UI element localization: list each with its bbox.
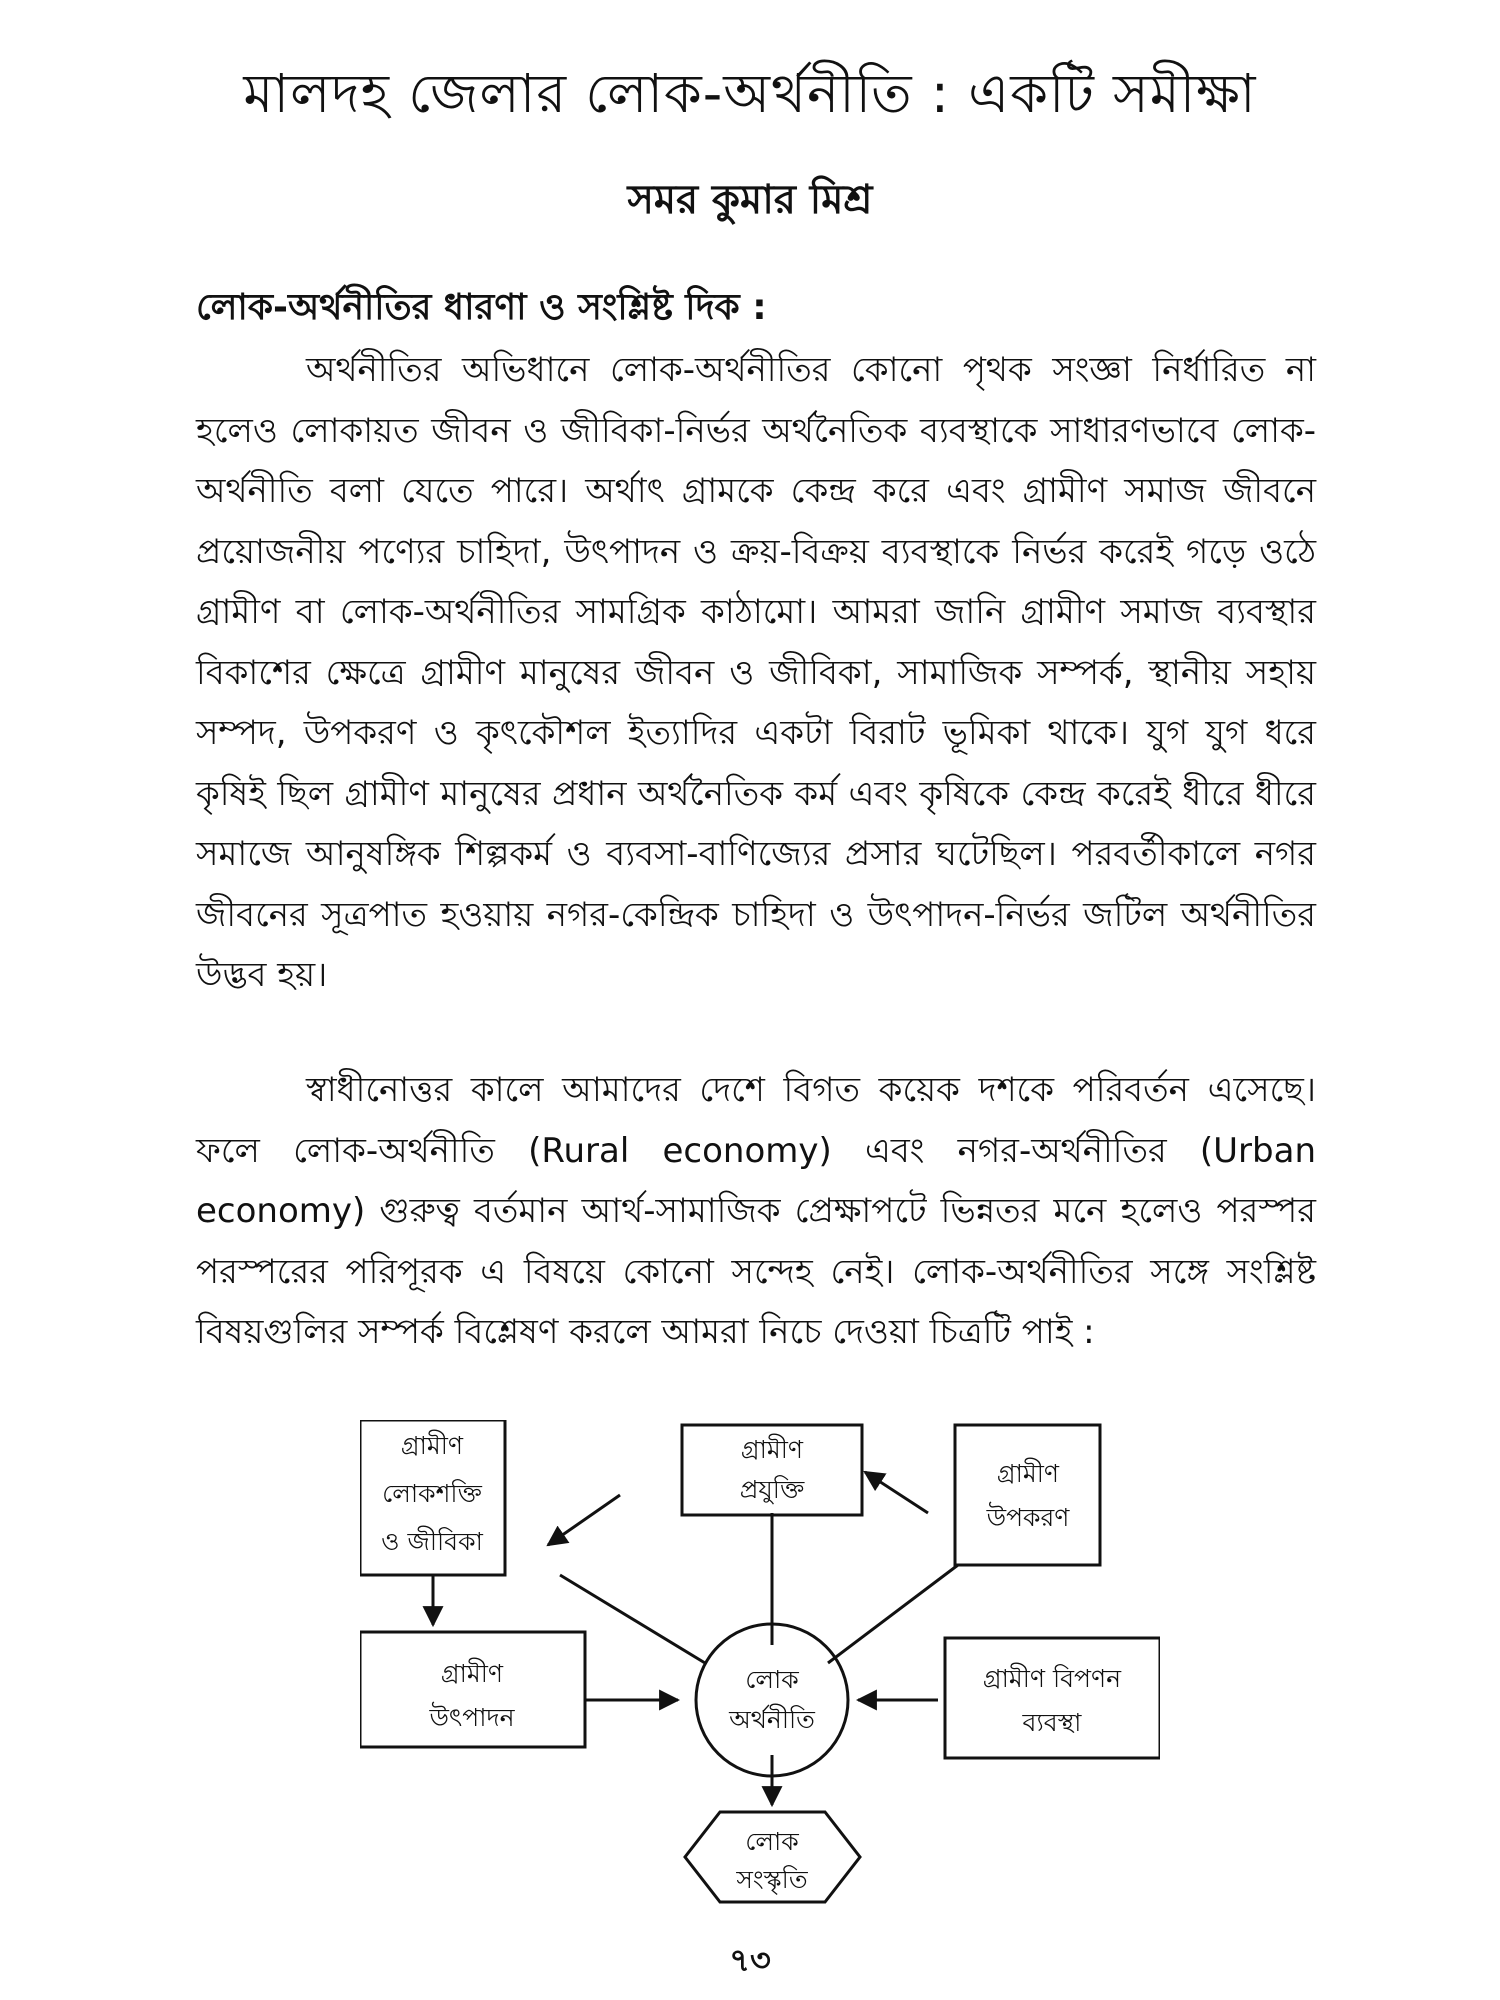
technology-line-2: প্রযুক্তি [739, 1475, 805, 1504]
labor-line-1: গ্রামীণ [400, 1431, 464, 1460]
box-rural-marketing [945, 1638, 1160, 1758]
article-title: মালদহ জেলার লোক-অর্থনীতি : একটি সমীক্ষা [243, 62, 1257, 125]
technology-line-1: গ্রামীণ [740, 1435, 804, 1464]
culture-line-1: লোক [745, 1827, 799, 1856]
labor-line-2: লোকশক্তি [382, 1479, 482, 1508]
production-line-1: গ্রামীণ [440, 1659, 504, 1688]
center-line-2: অর্থনীতি [729, 1705, 815, 1734]
marketing-line-2: ব্যবস্থা [1022, 1708, 1082, 1737]
page-number: ৭৩ [729, 1941, 771, 1979]
culture-line-2: সংস্কৃতি [736, 1865, 808, 1894]
center-line-1: লোক [745, 1665, 799, 1694]
section-heading: লোক-অর্থনীতির ধারণা ও সংশ্লিষ্ট দিক : [196, 287, 767, 328]
box-rural-materials [955, 1425, 1100, 1565]
economy-diagram [360, 1420, 1160, 1910]
circle-folk-economy [696, 1624, 848, 1776]
materials-line-1: গ্রামীণ [996, 1459, 1060, 1488]
paragraph-1: অর্থনীতির অভিধানে লোক-অর্থনীতির কোনো পৃথক সংজ্ঞা নির্ধারিত না হলেও লোকায়ত জীবন ও জীবিকা-নির্ভর অর্থনৈতিক ব্যবস্থাকে সাধারণভাবে লোক-অর্থনীতি বলা যেতে পারে। অর্থাৎ গ্রামকে কেন্দ্র করে এবং গ্রামীণ সমাজ জীবনে প্রয়োজনীয় পণ্যের চাহিদা, উৎপাদন ও ক্রয়-বিক্রয় ব্যবস্থাকে নির্ভর করেই গড়ে ওঠে গ্রামীণ বা লোক-অর্থনীতির সামগ্রিক কাঠামো। আমরা জানি গ্রামীণ সমাজ ব্যবস্থার বিকাশের ক্ষেত্রে গ্রামীণ মানুষের জীবন ও জীবিকা, সামাজিক সম্পর্ক, স্থানীয় সহায় সম্পদ, উপকরণ ও কৃৎকৌশল ইত্যাদির একটা বিরাট ভূমিকা থাকে। যুগ যুগ ধরে কৃষিই ছিল গ্রামীণ মানুষের প্রধান অর্থনৈতিক কর্ম এবং কৃষিকে কেন্দ্র করেই ধীরে ধীরে সমাজে আনুষঙ্গিক শিল্পকর্ম ও ব্যবসা-বাণিজ্যের প্রসার ঘটেছিল। পরবর্তীকালে নগর জীবনের সূত্রপাত হওয়ায় নগর-কেন্দ্রিক চাহিদা ও উৎপাদন-নির্ভর জটিল অর্থনীতির উদ্ভব হয়। [196, 350, 1317, 995]
marketing-line-1: গ্রামীণ বিপণন [982, 1664, 1122, 1693]
paragraph-2: স্বাধীনোত্তর কালে আমাদের দেশে বিগত কয়েক দশকে পরিবর্তন এসেছে। ফলে লোক-অর্থনীতি (Rural economy) এবং নগর-অর্থনীতির (Urban economy) গুরুত্ব বর্তমান আর্থ-সামাজিক প্রেক্ষাপটে ভিন্নতর মনে হলেও পরস্পর পরস্পরের পরিপূরক এ বিষয়ে কোনো সন্দেহ নেই। লোক-অর্থনীতির সঙ্গে সংশ্লিষ্ট বিষয়গুলির সম্পর্ক বিশ্লেষণ করলে আমরা নিচে দেওয়া চিত্রটি পাই : [196, 1070, 1316, 1352]
author-name: সমর কুমার মিশ্র [627, 177, 873, 223]
labor-line-3: ও জীবিকা [381, 1527, 483, 1556]
materials-line-2: উপকরণ [986, 1503, 1070, 1532]
production-line-2: উৎপাদন [429, 1703, 515, 1732]
